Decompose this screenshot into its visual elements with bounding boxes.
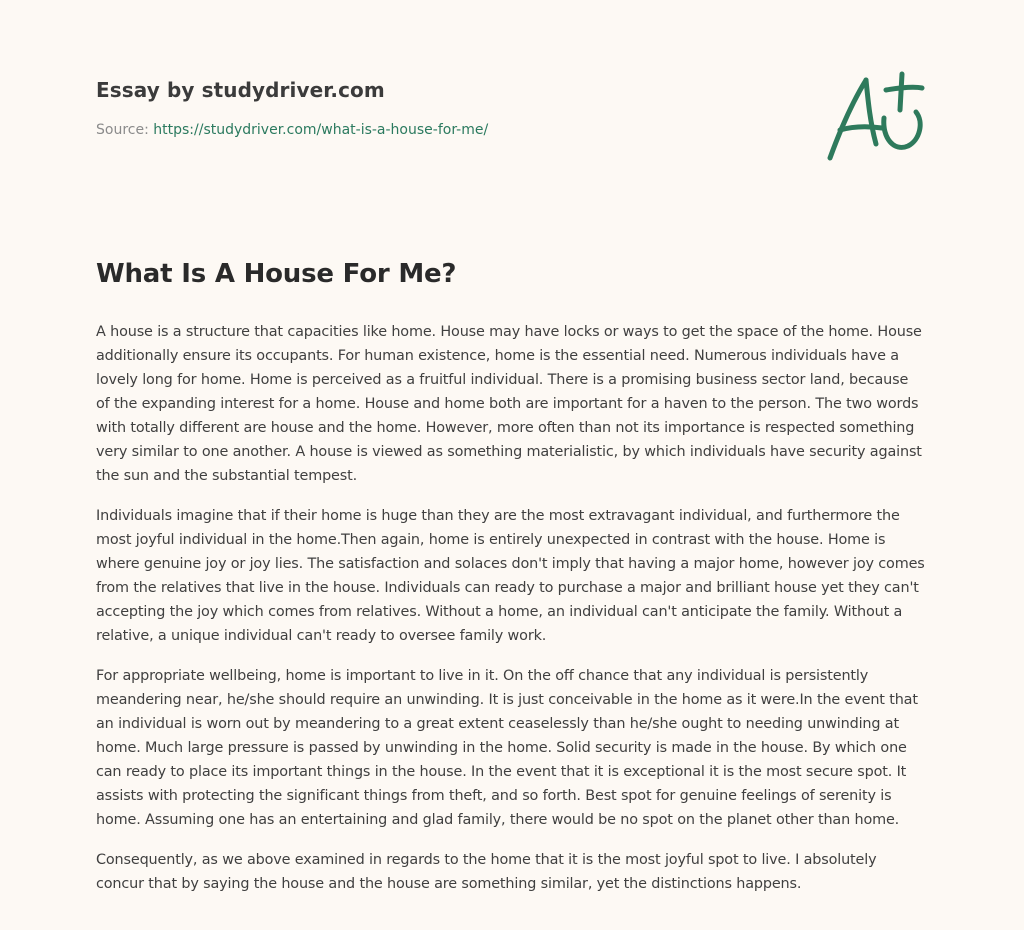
essay-title: What Is A House For Me? (96, 259, 457, 289)
essay-paragraph: For appropriate wellbeing, home is important to live in it. On the off chance that any individual is persistently meandering near, he/she should require an unwinding. It is just conceivable in the home as it were.In the event that an individual is worn out by meandering to a great extent ceaselessly than he/she ought to needing unwinding at home. Much large pressure is passed by unwinding in the home. Solid security is made in the house. By which one can ready to place its important things in the house. In the event that it is exceptional it is the most secure spot. It assists with protecting the significant things from theft, and so forth. Best spot for genuine feelings of serenity is home. Assuming one has an entertaining and glad family, there would be no spot on the planet other than home. (96, 668, 918, 828)
source-label: Source: (96, 122, 154, 138)
essay-paragraph: Individuals imagine that if their home is huge than they are the most extravagant individual, and furthermore the most joyful individual in the home.Then again, home is entirely unexpected in contrast with the house. Home is where genuine joy or joy lies. The satisfaction and solaces don't imply that having a major home, however joy comes from the relatives that live in the house. Individuals can ready to purchase a major and brilliant house yet they can't accepting the joy which comes from relatives. Without a home, an individual can't anticipate the family. Without a relative, a unique individual can't ready to oversee family work. (96, 508, 925, 644)
essay-content (96, 252, 926, 912)
header (96, 74, 816, 140)
source-link[interactable]: https://studydriver.com/what-is-a-house-for-me/ (153, 122, 489, 138)
a-plus-logo-icon (820, 66, 930, 166)
essay-paragraph: A house is a structure that capacities like home. House may have locks or ways to get the space of the home. House additionally ensure its occupants. For human existence, home is the essential need. Numerous individuals have a lovely long for home. Home is perceived as a fruitful individual. There is a promising business sector land, because of the expanding interest for a home. House and home both are important for a haven to the person. The two words with totally different are house and the home. However, more often than not its importance is respected something very similar to one another. A house is viewed as something materialistic, by which individuals have security against the sun and the substantial tempest. (96, 324, 922, 484)
source-line (96, 120, 816, 140)
brand-title: Essay by studydriver.com (96, 78, 385, 102)
essay-paragraph: Consequently, as we above examined in regards to the home that it is the most joyful spot to live. I absolutely concur that by saying the house and the house are something similar, yet the distinctions happens. (96, 852, 877, 892)
